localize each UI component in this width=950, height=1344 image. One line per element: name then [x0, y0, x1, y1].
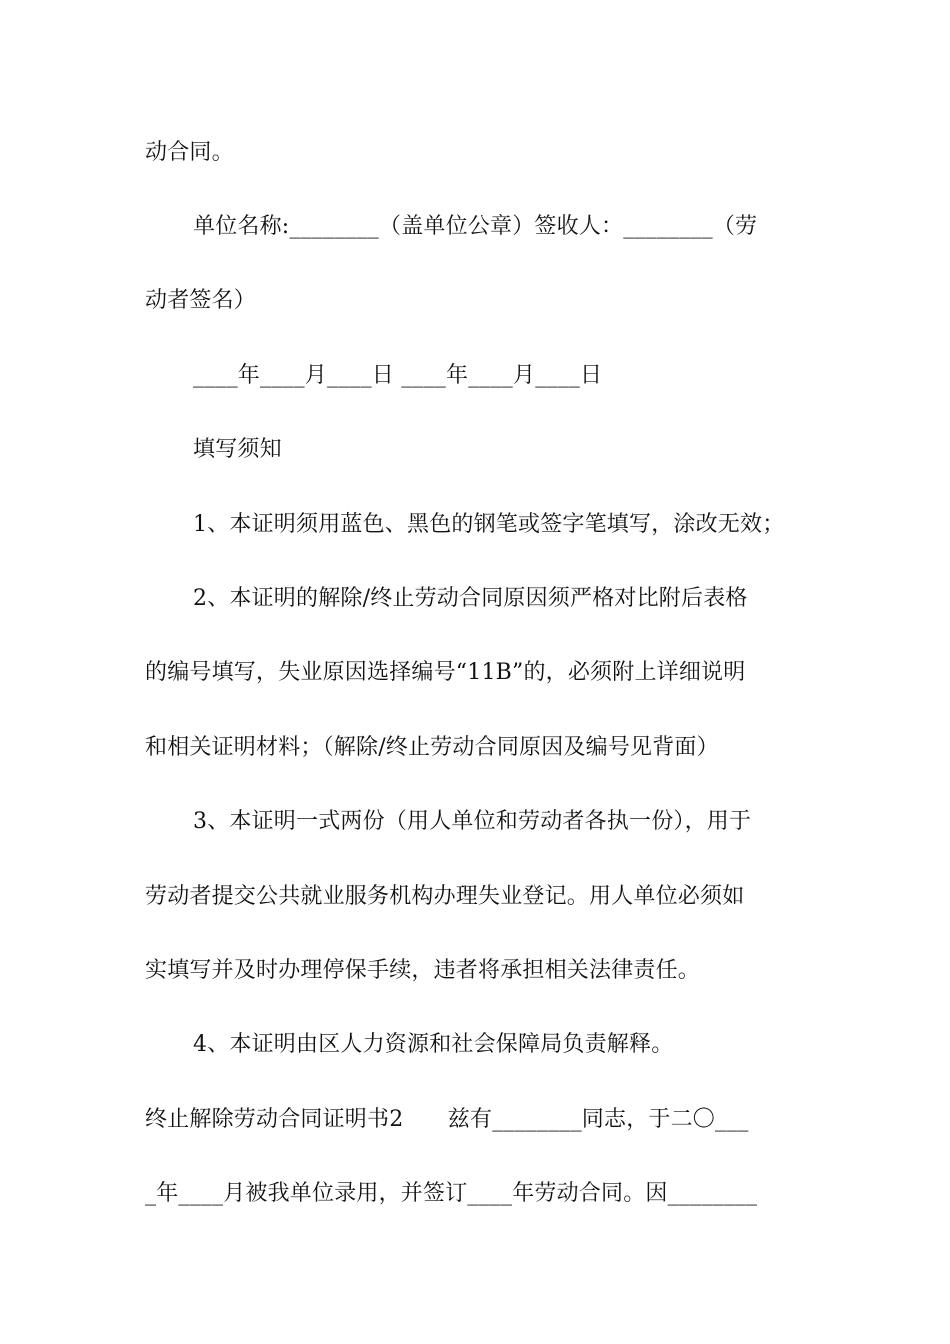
text-line-2: 单位名称:________（盖单位公章）签收人：________（劳 [193, 214, 758, 239]
instruction-2-continued-2: 和相关证明材料；（解除/终止劳动合同原因及编号见背面） [145, 735, 719, 760]
certificate-title-line: 终止解除劳动合同证明书2 兹有________同志，于二〇___ [145, 1107, 749, 1132]
text-line-3: 动者签名） [145, 288, 257, 313]
instruction-3: 3、本证明一式两份（用人单位和劳动者各执一份），用于 [193, 809, 752, 834]
instruction-1: 1、本证明须用蓝色、黑色的钢笔或签字笔填写，涂改无效； [193, 512, 785, 537]
date-fill-line: ____年____月____日 ____年____月____日 [193, 363, 603, 388]
instruction-2: 2、本证明的解除/终止劳动合同原因须严格对比附后表格 [193, 586, 748, 611]
instruction-2-continued: 的编号填写，失业原因选择编号“11B”的，必须附上详细说明 [145, 660, 746, 685]
instruction-3-continued-2: 实填写并及时办理停保手续，违者将承担相关法律责任。 [145, 958, 701, 983]
certificate-body-line: _年____月被我单位录用，并签订____年劳动合同。因________ [145, 1181, 758, 1206]
text-line-1: 动合同。 [145, 140, 234, 165]
instruction-4: 4、本证明由区人力资源和社会保障局负责解释。 [193, 1032, 674, 1057]
instruction-3-continued: 劳动者提交公共就业服务机构办理失业登记。用人单位必须如 [145, 884, 745, 909]
instructions-heading: 填写须知 [193, 437, 282, 462]
